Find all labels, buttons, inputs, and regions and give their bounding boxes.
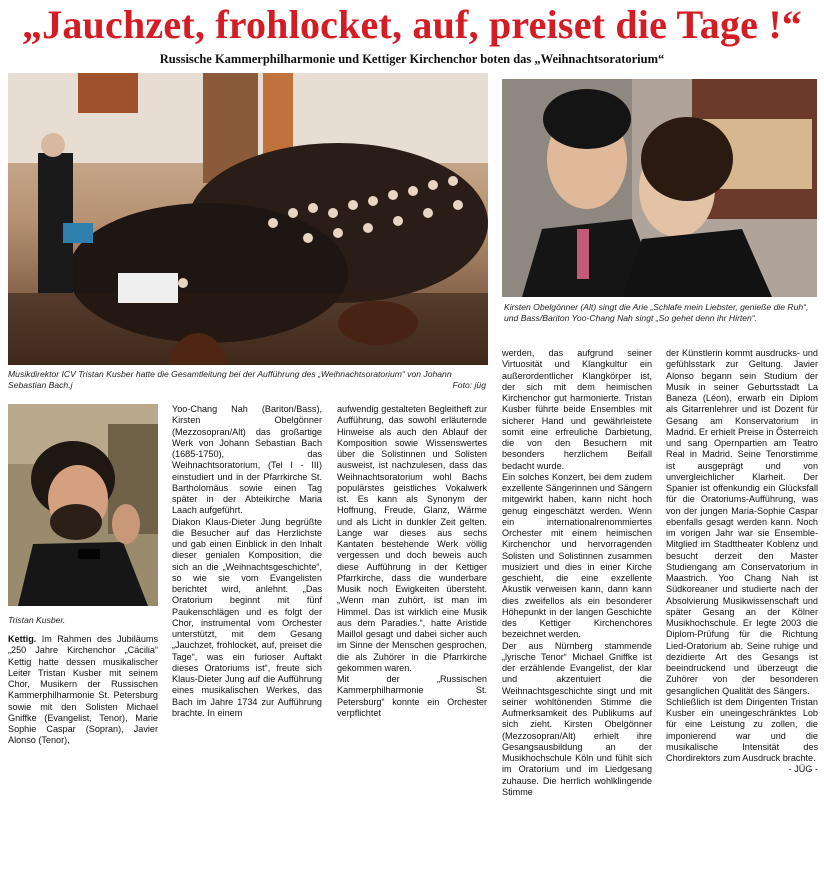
concert-photo-caption: Musikdirektor ICV Tristan Kusber hatte die Gesamtleitung bei der Aufführung des „Weihnachtsoratorium“ von Johann Sebastian Bach.j xyxy=(8,369,452,390)
article-column-2 xyxy=(172,404,322,719)
headline: „Jauchzet, frohlocket, auf, preiset die Tage !“ xyxy=(21,2,803,47)
article-paragraph: Im Rahmen des Jubiläums „250 Jahre Kirchenchor „Cäcilia“ Kettig hatte dessen musikalischer Leiter Tristan Kusber mit seinem Chor, Musikern der Russischen Kammerphilharmonie St. Petersburg sowie mit den Solisten Michael Gniffke (Evangelist, Tenor), Marie Sophie Caspar (Sopran), Javier Alonso (Tenor), xyxy=(8,634,158,746)
soloists-photo xyxy=(502,79,817,297)
article-paragraph: der Künstlerin kommt ausdrucks- und gefühlsstark zur Geltung. Javier Alonso begann sein Studium der Musik in seiner Geburtsstadt La Baneza (Léon), erwarb ein Diplom als Gitarrenlehrer und ist Dozent für Gesang am Konservatorium in Madrid. Er erhielt Preise in Österreich und sang Opernpartien am Teatro Real in Madrid. Seine Tenorstimme ist ausgeprägt und von unvergleichlicher Klarheit. Der Spanier ist offenkundig ein Glücksfall für die Oratoriums-Aufführung, was von der jungen Maria-Sophie Caspar ebenfalls gesagt werden kann. Noch im vorigen Jahr war sie Ensemble-Mitglied im Stadttheater Koblenz und besucht derzeit den Master Studiengang am Conservatorium in Maastrich. Yoo Chang Nah ist Südkoreaner und studierte nach der Absolvierung Musikwissenschaft und später Gesang an der Kölner Musikhochschule. Er legte 2003 die Diplom-Prüfung für die Richtung Lied-Oratorium ab. Seine ruhige und dezidierte Art des Gesangs ist beeindruckend und überzeugt die Zuhörer von der besonderen gesanglichen Qualität des Sängers. xyxy=(666,348,818,696)
article-column-1 xyxy=(8,634,158,747)
article-paragraph: Diakon Klaus-Dieter Jung begrüßte die Besucher auf das Herzlichste und gab einen Einblick in den Inhalt dieser genialen Komposition, die sich an die „Weihnachtsgeschichte“, so wie sie vom Evangelisten berichtet wird, anlehnt. „Das Oratorium beginnt mit fünf Paukenschlägen und es folgt der Chor, instrumental vom Orchester unterstützt, mit dem Gesang „Jauchzet, frohlocket, auf, preiset die Tage“, was ein furioser Auftakt dieses Oratoriums ist“, freute sich Klaus-Dieter Jung auf die Aufführung eines musikalischen Werkes, das Bach im Jahre 1734 zur Aufführung brachte. In einem xyxy=(172,516,322,718)
article-paragraph: Schließlich ist dem Dirigenten Tristan Kusber ein uneingeschränktes Lob für eine Leistung zu zollen, die imponierend war und die musikalische Intensität des Chordirektors zum Ausdruck brachte. xyxy=(666,696,818,763)
article-paragraph: Ein solches Konzert, bei dem zudem exzellente Sängerinnen und Sängern mitgewirkt haben, kann nicht hoch genug eingeschätzt werden. Wenn ein internationalrenommiertes Orchester mit einem heimischen Kirchenchor und hervorragenden Solisten und Solistinnen zusammen musiziert und dies in einer Kirche geschieht, die eine exzellente Akustik verweisen kann, dann kann dies zweifellos als ein besonderer Höhepunkt in der langen Geschichte des Kettiger Kirchenchores bezeichnet werden. xyxy=(502,471,652,640)
article-paragraph: werden, das aufgrund seiner Virtuosität und Klangkultur ein außerordentlicher Klangkörper ist, der sich mit dem heimischen Kirchenchor gut harmonierte. Tristan Kusber führte beide Ensembles mit sicherer Hand und gewährleistete somit eine erfreuliche Darbietung, die von den Besuchern mit besonders herzlichem Beifall bedacht wurde. xyxy=(502,348,652,471)
article-column-4 xyxy=(502,348,652,798)
article-paragraph: Yoo-Chang Nah (Bariton/Bass), Kirsten Obelgönner (Mezzosopran/Alt) das großartige Werk von Johann Sebastian Bach (1685-1750), das Weihnachtsoratorium, (Tel I - III) einstudiert und in der Pfarrkirche St. Bartholomäus sowie einen Tag später in der Abteikirche Maria Laach aufgeführt. xyxy=(172,404,322,516)
article-paragraph: Der aus Nürnberg stammende „lyrische Tenor“ Michael Gniffke ist der erzählende Evangelist, der klar und akzentuiert die Weihnachtsgeschichte singt und mit seiner wohltönenden Stimme die Aufmerksamkeit des Publikums auf sich zieht. Kirsten Obelgönner (Mezzosopran/Alt) erhielt ihre Gesangsausbildung an der Musikhochschule Köln und fühlt sich im Oratorium und im Liedgesang zuhause. Die herrlich wohlklingende Stimme xyxy=(502,640,652,797)
article-paragraph: aufwendig gestalteten Begleitheft zur Aufführung, das sowohl erläuternde Hinweise als auch den Ablauf der Komposition sowie Wissenswertes über die Solistinnen und Solisten ausweist, ist nachzulesen, dass das Weihnachtsoratorium wohl Bachs populärstes geistliches Vokalwerk ist. Es kann als Synonym der Hoffnung, Freude, Glanz, Wärme und als Licht in dunkler Zeit gelten. Lange war dieses aus sechs Kantaten bestehende Werk völlig vergessen und doch beweis auch diese Aufführung in der Kettiger Pfarrkirche, dass die wunderbare Musik noch Ewigkeiten übersteht. „Wenn man zuhört, ist man im Himmel. Das ist wirklich eine Musik aus dem Paradies.“, hatte Aristide Maillol gesagt und dabei sicher auch im Sinne der Menschen gesprochen, die als Zuhörer in die Pfarrkirche gekommen waren. xyxy=(337,404,487,673)
article-column-5 xyxy=(666,348,818,776)
dateline: Kettig. xyxy=(8,634,37,644)
subheadline: Russische Kammerphilharmonie und Kettiger Kirchenchor boten das „Weihnachtsoratorium“ xyxy=(159,52,665,66)
author-signature: - JÜG - xyxy=(788,764,818,775)
photo-credit: Foto: jüg xyxy=(452,380,486,390)
conductor-portrait xyxy=(8,404,158,606)
soloists-photo-caption: Kirsten Obelgönner (Alt) singt die Arie „Schlafe mein Liebster, genieße die Ruh“, und Bass/Bariton Yoo-Chang Nah singt „So gehet denn ihr Hirten“. xyxy=(504,302,809,323)
portrait-caption: Tristan Kusber. xyxy=(8,615,66,625)
article-paragraph: Mit der „Russischen Kammerphilharmonie St. Petersburg“ konnte ein Orchester verpflichtet xyxy=(337,674,487,718)
article-column-3 xyxy=(337,404,487,719)
concert-photo xyxy=(8,73,488,365)
